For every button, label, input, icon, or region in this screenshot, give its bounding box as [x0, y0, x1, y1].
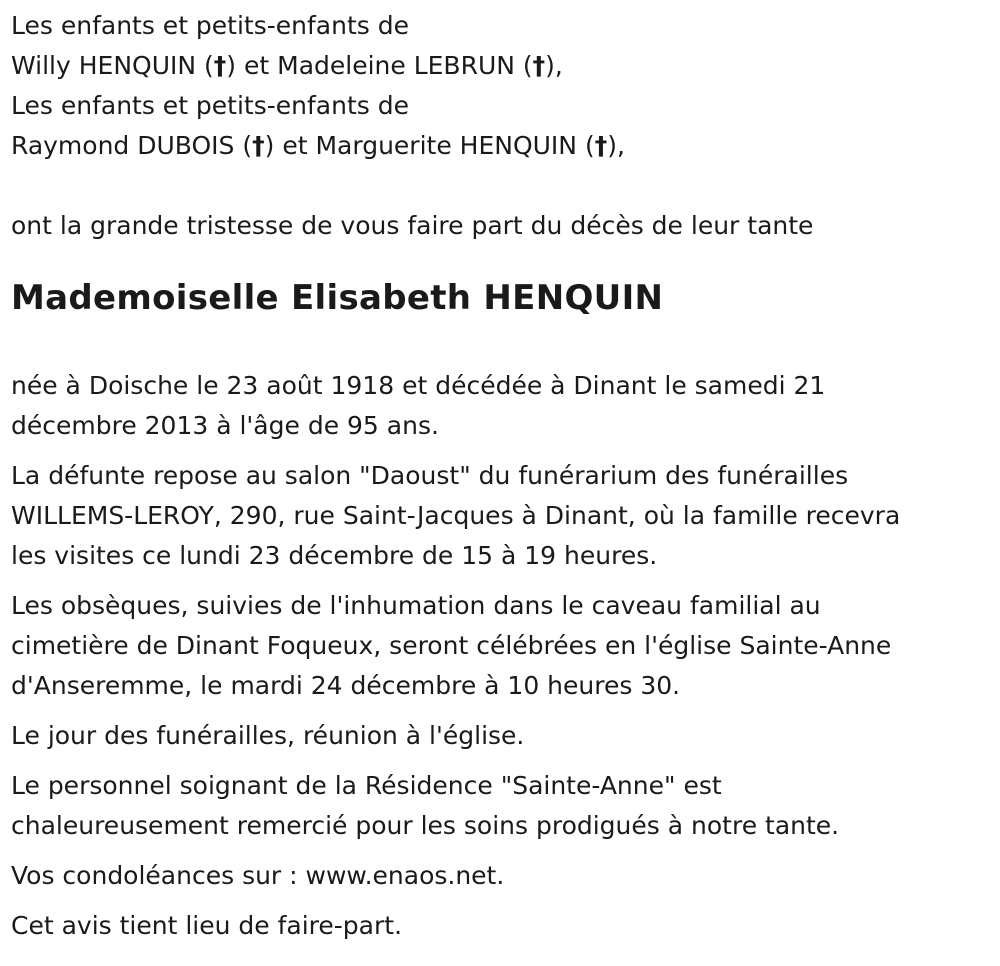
paragraph-line: les visites ce lundi 23 décembre de 15 à 19 heures. [11, 541, 658, 570]
deceased-name: Mademoiselle Elisabeth HENQUIN [11, 278, 664, 318]
family-line [11, 126, 986, 166]
thanks-paragraph [11, 766, 986, 846]
family-text: Raymond DUBOIS ( [11, 131, 253, 160]
cross-icon: † [252, 131, 265, 160]
family-line: Les enfants et petits-enfants de [11, 11, 409, 40]
family-text: ), [607, 131, 625, 160]
paragraph-line: Vos condoléances sur : www.enaos.net. [11, 861, 505, 890]
paragraph-line: née à Doische le 23 août 1918 et décédée à Dinant le samedi 21 [11, 371, 826, 400]
paragraph-line: WILLEMS-LEROY, 290, rue Saint-Jacques à Dinant, où la famille recevra [11, 501, 901, 530]
family-text: ) et Marguerite HENQUIN ( [264, 131, 595, 160]
birth-death-paragraph [11, 366, 986, 446]
paragraph-line: Le jour des funérailles, réunion à l'église. [11, 721, 525, 750]
family-line: Les enfants et petits-enfants de [11, 91, 409, 120]
cross-icon: † [213, 51, 227, 80]
paragraph-line: Le personnel soignant de la Résidence "Sainte-Anne" est [11, 771, 722, 800]
paragraph-line: cimetière de Dinant Foqueux, seront célébrées en l'église Sainte-Anne [11, 631, 892, 660]
paragraph-line: décembre 2013 à l'âge de 95 ans. [11, 411, 439, 440]
announcement-text: ont la grande tristesse de vous faire part du décès de leur tante [11, 211, 814, 240]
paragraph-line: d'Anseremme, le mardi 24 décembre à 10 heures 30. [11, 671, 681, 700]
family-block [11, 6, 986, 166]
gathering-paragraph [11, 716, 986, 756]
paragraph-line: La défunte repose au salon "Daoust" du funérarium des funérailles [11, 461, 849, 490]
cross-icon: † [594, 131, 608, 160]
paragraph-line: Les obsèques, suivies de l'inhumation dans le caveau familial au [11, 591, 821, 620]
paragraph-line: Cet avis tient lieu de faire-part. [11, 911, 403, 940]
condolences-paragraph [11, 856, 986, 896]
cross-icon: † [532, 51, 546, 80]
death-notice [11, 6, 986, 956]
family-text: ), [545, 51, 563, 80]
family-line [11, 46, 986, 86]
spacer [11, 166, 986, 206]
spacer [11, 246, 986, 276]
visitation-paragraph [11, 456, 986, 576]
closing-paragraph [11, 906, 986, 946]
funeral-paragraph [11, 586, 986, 706]
paragraph-line: chaleureusement remercié pour les soins prodigués à notre tante. [11, 811, 840, 840]
family-text: Willy HENQUIN ( [11, 51, 214, 80]
family-text: ) et Madeleine LEBRUN ( [226, 51, 533, 80]
spacer [11, 320, 986, 366]
